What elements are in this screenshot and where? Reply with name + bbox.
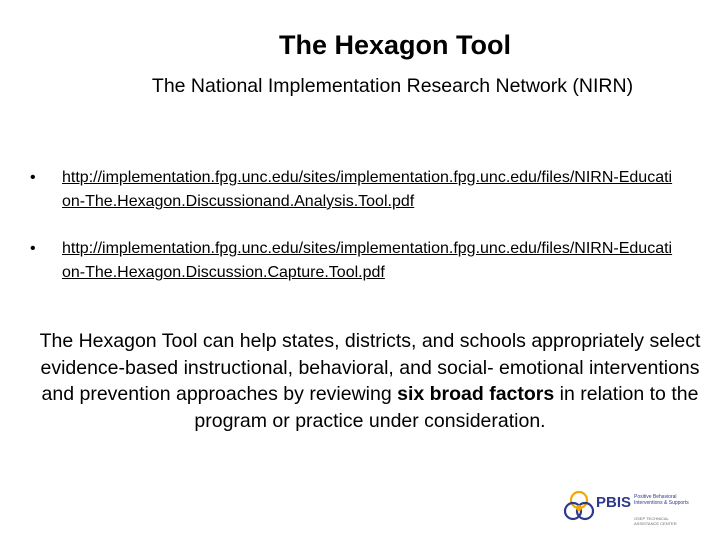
pbis-logo-icon: [562, 488, 596, 526]
slide-title: The Hexagon Tool: [278, 30, 511, 60]
paragraph-text-end: in relation to the program or practice under consideration.: [194, 383, 699, 432]
logo-footer: OSEP TECHNICAL ASSISTANCE CENTER: [634, 516, 677, 526]
discussion-analysis-tool-link[interactable]: http://implementation.fpg.unc.edu/sites/implementation.fpg.unc.edu/files/NIRN-Education-The.Hexagon.Discussionand.Analysis.Tool.pdf: [62, 169, 673, 210]
bullet: •: [30, 169, 36, 186]
slide-subtitle: The National Implementation Research Network (NIRN): [151, 75, 634, 97]
list-item: [0, 166, 676, 214]
pbis-logo: [562, 488, 692, 528]
bullet: •: [30, 240, 36, 257]
logo-tagline: Positive Behavioral Interventions & Supports: [634, 494, 689, 506]
discussion-capture-tool-link[interactable]: http://implementation.fpg.unc.edu/sites/implementation.fpg.unc.edu/files/NIRN-Education-The.Hexagon.Discussion.Capture.Tool.pdf: [62, 240, 673, 281]
paragraph-text-start: The Hexagon Tool can help states, districts, and schools appropriately select evidence-based instructional, behavioral, and social- emotional interventions and prevention approaches by reviewing: [39, 330, 701, 405]
paragraph-emphasis: six broad factors: [397, 383, 555, 405]
logo-name: PBIS: [596, 494, 632, 511]
list-item: [0, 237, 676, 285]
description-paragraph: [30, 328, 710, 434]
link-list: [0, 166, 720, 308]
